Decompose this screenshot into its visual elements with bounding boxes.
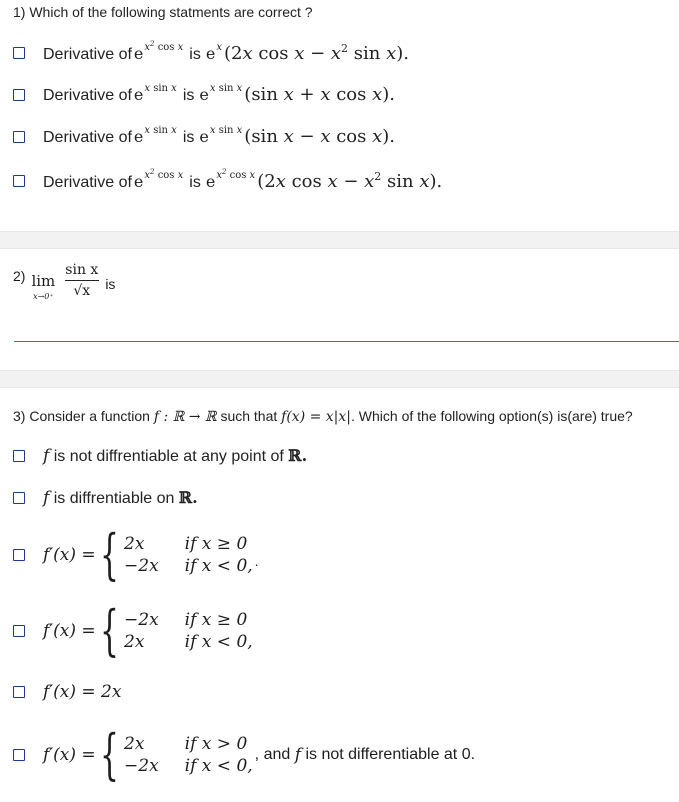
option-prefix: Derivative of [43,174,132,191]
q3-option-5[interactable] [13,682,121,702]
title-part: such that [216,408,282,424]
case-value: 2x [124,734,145,754]
option-text: is not differentiable at 0. [301,746,476,763]
q3-option-3[interactable] [13,523,259,586]
q1-option-2[interactable]: Derivative of e x sin x is e x sin x (sin x + x cos x). [13,84,395,105]
question-2 [13,262,115,301]
case-value: −2x [124,556,159,576]
case-value: 2x [124,632,145,652]
left-brace: { [99,723,119,786]
q1-option-4[interactable]: Derivative of e $x^2$ cos x is e $x^2$ cos x (2x $\cos x - x^2$ sin x). [13,170,442,192]
derivative-lhs: f′(x) = [43,745,96,765]
option-function: f [43,488,50,508]
fraction-numerator: sin x [65,262,99,278]
q1-option-1[interactable]: Derivative of e $x^2$ cos x is e x (2x $\cos x - x^2$ sin x). [13,42,409,64]
title-part: 3) Consider a function [13,408,154,424]
q3-option-4[interactable] [13,599,253,662]
piecewise-cases [124,734,253,776]
option-set: ℝ. [288,446,308,465]
case-value: 2x [124,534,145,554]
option-prefix: Derivative of [43,46,132,63]
derivative-lhs: f′(x) = [43,621,96,641]
q1-option-3[interactable]: Derivative of e x sin x is e x sin x (sin x − x cos x). [13,126,395,147]
fraction-denominator: √x [73,283,91,299]
option-text: is diffrentiable on [49,490,179,507]
title-function: f : ℝ → ℝ [153,409,217,425]
checkbox[interactable] [13,175,25,187]
left-brace: { [99,599,119,662]
piecewise-cases [124,534,253,576]
q3-option-1[interactable] [13,446,307,466]
piecewise-cases [124,610,253,652]
checkbox[interactable] [13,450,25,462]
checkbox[interactable] [13,47,25,59]
q3-option-6[interactable] [13,723,476,786]
option-function: f [43,446,50,466]
title-part: . Which of the following option(s) is(are) true? [351,408,633,424]
question-2-number: 2) [13,268,26,284]
case-condition: if x < 0, [184,756,253,776]
case-value: −2x [124,610,159,630]
case-condition: if x < 0, [184,556,253,576]
case-condition: if x ≥ 0 [184,534,248,554]
trailing-dot: . [254,553,259,569]
question-1-title: 1) Which of the following statments are correct ? [13,4,313,20]
section-divider [0,231,679,249]
question-2-suffix: is [105,276,116,292]
option-text: , and [254,746,295,763]
checkbox[interactable] [13,131,25,143]
title-expression: f(x) = x|x| [281,409,352,425]
option-prefix: Derivative of [43,129,132,146]
q3-option-2[interactable] [13,488,198,508]
checkbox[interactable] [13,749,25,761]
section-divider [0,370,679,388]
checkbox[interactable] [13,549,25,561]
option-function: f [294,745,301,765]
case-value: −2x [124,756,159,776]
lim-subscript: x→0⁺ [33,292,54,301]
fraction-bar [65,280,99,281]
option-expression: f′(x) = 2x [43,682,122,702]
left-brace: { [99,523,119,586]
checkbox[interactable] [13,686,25,698]
derivative-lhs: f′(x) = [43,545,96,565]
option-text: is not diffrentiable at any point of [49,448,289,465]
case-condition: if x ≥ 0 [184,610,248,630]
checkbox[interactable] [13,89,25,101]
case-condition: if x > 0 [184,734,248,754]
answer-line [14,341,679,342]
lim-label: lim [31,272,56,290]
case-condition: if x < 0, [184,632,253,652]
option-prefix: Derivative of [43,87,132,104]
option-set: ℝ. [178,488,198,507]
checkbox[interactable] [13,625,25,637]
question-3-title [13,408,633,425]
checkbox[interactable] [13,492,25,504]
